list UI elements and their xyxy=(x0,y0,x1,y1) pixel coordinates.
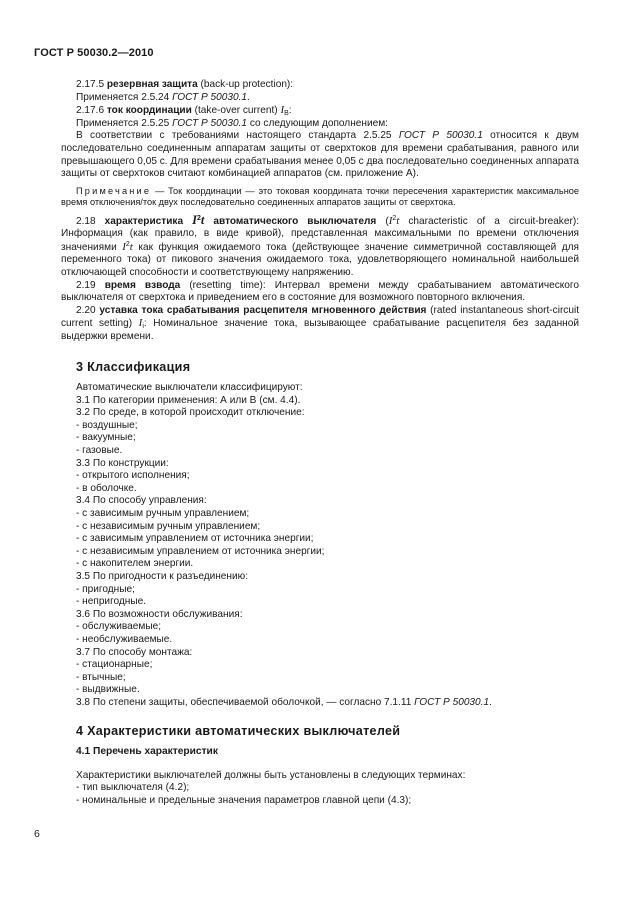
clause-2-17-5: 2.17.5 резервная защита (back-up protection): xyxy=(76,79,294,90)
list-line: 3.8 По степени защиты, обеспечиваемой оболочкой, — согласно 7.1.11 ГОСТ Р 50030.1. xyxy=(76,696,492,708)
term-take-over-current: ток координации xyxy=(106,105,192,117)
clause-2-17-6-addition: В соответствии с требованиями настоящего стандарта 2.5.25 ГОСТ Р 50030.1 относится к двум последовательно соединенным аппаратам защиты от сверхтоков для времени срабатывания, равного или превышающего 0,05 с. Для времени срабатывания менее 0,05 с два последовательно соединенных аппарата защиты от сверхтоков считают комбинацией аппаратов (см. приложение А). xyxy=(61,130,579,180)
term-resetting-time: время взвода xyxy=(104,279,181,291)
list-line: - с накопителем энергии. xyxy=(76,558,194,570)
page-body xyxy=(61,79,579,808)
standard-reference: ГОСТ Р 50030.1 xyxy=(398,130,483,142)
running-header: ГОСТ Р 50030.2—2010 xyxy=(34,47,154,59)
list-line: - номинальные и предельные значения параметров главной цепи (4.3); xyxy=(76,794,412,806)
term-instantaneous-setting: уставка тока срабатывания расцепителя мгновенного действия xyxy=(99,304,427,316)
standard-reference: ГОСТ Р 50030.1 xyxy=(172,117,248,129)
section-4-heading: 4 Характеристики автоматических выключателей xyxy=(76,723,401,738)
list-line: - с зависимым ручным управлением; xyxy=(76,508,250,520)
section-3-heading: 3 Классификация xyxy=(76,359,191,374)
list-line: Характеристики выключателей должны быть установлены в следующих терминах: xyxy=(76,769,466,781)
note: Примечание — Ток координации — это токовая координата точки пересечения характеристик максимальное время отключения/ток двух последовательно соединенных аппаратов защиты от сверхтока. xyxy=(61,185,579,208)
clause-2-19: 2.19 время взвода (resetting time): Интервал времени между срабатыванием автоматического выключателя от сверхтока и приведением его в состояние для возможного повторного включения. xyxy=(61,279,579,304)
list-line: - стационарные; xyxy=(76,659,153,671)
term-i2t-characteristic: характеристика $I^2t$ автоматического выключателя xyxy=(104,212,377,227)
list-line: 3.2 По среде, в которой происходит отключение: xyxy=(76,407,305,419)
list-line: 3.3 По конструкции: xyxy=(76,457,169,469)
list-line: - тип выключателя (4.2); xyxy=(76,782,190,794)
standard-reference: ГОСТ Р 50030.1 xyxy=(172,91,248,103)
clause-2-17-6-text: Применяется 2.5.25 ГОСТ Р 50030.1 со следующим дополнением: xyxy=(76,117,388,129)
list-line: 3.4 По способу управления: xyxy=(76,495,207,507)
clause-2-17-6: 2.17.6 ток координации (take-over current) $I_B$: xyxy=(76,104,292,118)
note-label: Примечание xyxy=(76,185,152,196)
list-line: - в оболочке. xyxy=(76,482,137,494)
clause-2-17-5-text: Применяется 2.5.24 ГОСТ Р 50030.1. xyxy=(76,91,250,103)
section-4-1-heading: 4.1 Перечень характеристик xyxy=(76,746,218,758)
page-number: 6 xyxy=(34,828,40,840)
list-line: - открытого исполнения; xyxy=(76,470,190,482)
list-line: - непригодные. xyxy=(76,596,147,608)
list-line: - пригодные; xyxy=(76,583,135,595)
list-line: 3.6 По возможности обслуживания: xyxy=(76,608,243,620)
list-line: Автоматические выключатели классифицируют: xyxy=(76,382,303,394)
list-line: - обслуживаемые; xyxy=(76,621,162,633)
list-line: - воздушные; xyxy=(76,419,138,431)
list-line: - газовые. xyxy=(76,445,123,457)
list-line: - втычные; xyxy=(76,671,126,683)
symbol-i: I xyxy=(280,104,285,117)
list-line: 3.7 По способу монтажа: xyxy=(76,646,193,658)
list-line: - вакуумные; xyxy=(76,432,136,444)
list-line: - с независимым управлением от источника энергии; xyxy=(76,545,325,557)
clause-2-18: 2.18 характеристика $I^2t$ автоматического выключателя ($I^2t$ characteristic of a circuit-breaker): Информация (как правило, в виде кривой), представленная максимальными по времени отключения значениями $I^2t$ как функция ожидаемого тока (действующее значение симметричной составляющей для переменного тока) от пикового значения ожидаемого тока, удовлетворяющего номинальной наибольшей отключающей способности и соответствующему напряжению. xyxy=(61,212,579,278)
list-line: - выдвижные. xyxy=(76,684,140,696)
list-line: 3.1 По категории применения: А или В (см. 4.4). xyxy=(76,394,301,406)
list-line: - с зависимым управлением от источника энергии; xyxy=(76,533,314,545)
section-3-list xyxy=(61,382,579,697)
list-line: - с независимым ручным управлением; xyxy=(76,520,261,532)
section-4-list xyxy=(61,770,579,808)
list-line: - необслуживаемые. xyxy=(76,633,173,645)
standard-reference: ГОСТ Р 50030.1 xyxy=(414,696,490,708)
clause-2-20: 2.20 уставка тока срабатывания расцепителя мгновенного действия (rated instantaneous short-circuit current setting) $I_i$: Номинальное значение тока, вызывающее срабатывание расцепителя без заданной выдержки времени. xyxy=(61,304,580,342)
term-back-up-protection: резервная защита xyxy=(106,79,198,90)
list-line: 3.5 По пригодности к разъединению: xyxy=(76,571,249,582)
